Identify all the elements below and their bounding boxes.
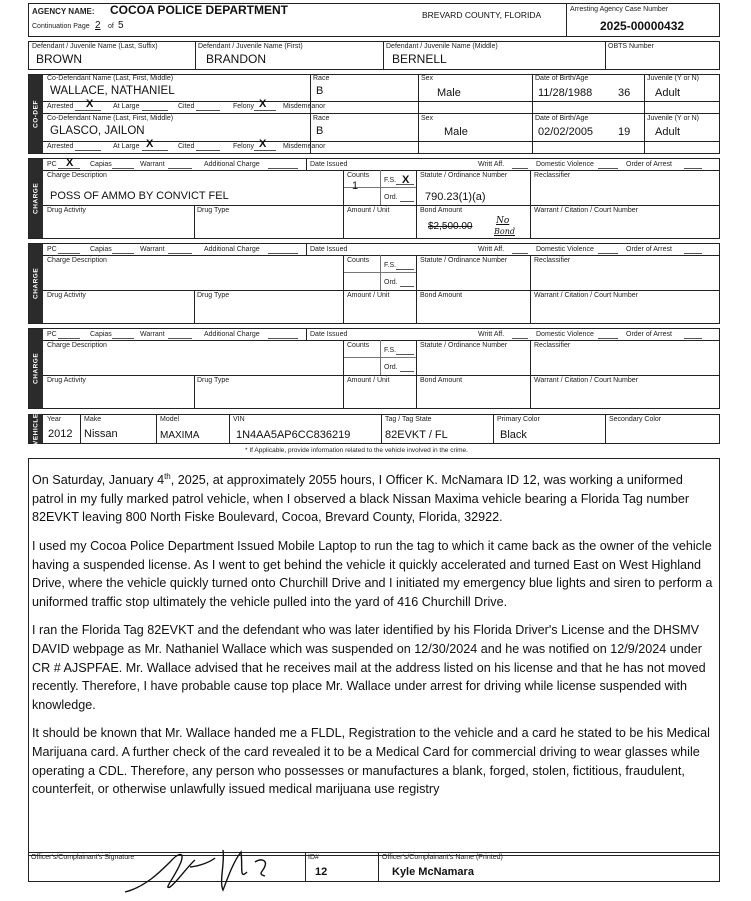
defendant-first: BRANDON bbox=[206, 52, 267, 66]
capias-label: Capias bbox=[90, 331, 112, 338]
pc-mark: X bbox=[66, 157, 74, 169]
page-total: 5 bbox=[118, 20, 124, 31]
capias-label: Capias bbox=[90, 246, 112, 253]
vehicle-make-label: Make bbox=[84, 416, 102, 423]
codef2-sex-label: Sex bbox=[421, 115, 434, 122]
additional-charge-label: Additional Charge bbox=[204, 331, 260, 338]
counts-label: Counts bbox=[347, 342, 370, 349]
order-of-arrest-label: Order of Arrest bbox=[626, 331, 672, 338]
charge-description-label: Charge Description bbox=[47, 257, 107, 264]
counts-label: Counts bbox=[347, 257, 370, 264]
charge-side-label: CHARGE bbox=[29, 329, 43, 408]
codef2-misd-label: Misdemeanor bbox=[283, 143, 326, 150]
bond-amount-label: Bond Amount bbox=[420, 377, 463, 384]
drug-activity-label: Drug Activity bbox=[47, 207, 86, 214]
codef1-at-large-label: At Large bbox=[113, 103, 140, 110]
defendant-middle-label: Defendant / Juvenile Name (Middle) bbox=[386, 43, 498, 50]
codef2-sex: Male bbox=[444, 126, 468, 138]
statute-label: Statute / Ordinance Number bbox=[420, 172, 508, 179]
signature-label: Officer's/Complainant's Signature bbox=[31, 854, 135, 861]
codef1-dob-label: Date of Birth/Age bbox=[535, 75, 589, 82]
vehicle-make: Nissan bbox=[84, 428, 118, 440]
charge-side-label: CHARGE bbox=[29, 159, 43, 238]
warrant-label: Warrant bbox=[140, 331, 165, 338]
case-number-label: Arresting Agency Case Number bbox=[570, 6, 669, 13]
warrant-citation-label: Warrant / Citation / Court Number bbox=[534, 292, 638, 299]
codef2-race-label: Race bbox=[313, 115, 330, 122]
writt-aff-label: Writt Aff. bbox=[478, 331, 505, 338]
narrative-paragraph-4: It should be known that Mr. Wallace handed me a FLDL, Registration to the vehicle and a card he stated to be his Medical Marijuana card. A further check of the card revealed it to be a Medical Card for commercial driving to wear glasses while operating a CDL. Therefore, any person who possesses or manufactures a blank, forged, stolen, fictitious, fraudulent, counterfeit, or otherwise unlawfully issued medical marijuana use registry bbox=[32, 726, 710, 797]
amount-unit-label: Amount / Unit bbox=[347, 292, 390, 299]
vehicle-model-label: Model bbox=[160, 416, 180, 423]
codef1-arrested-label: Arrested bbox=[47, 103, 74, 110]
statute-label: Statute / Ordinance Number bbox=[420, 342, 508, 349]
codef2-race: B bbox=[316, 125, 324, 137]
codef1-age: 36 bbox=[618, 87, 631, 99]
codef1-race-label: Race bbox=[313, 75, 330, 82]
vehicle-year: 2012 bbox=[48, 428, 73, 440]
bond-note-1: No bbox=[496, 216, 510, 226]
drug-activity-label: Drug Activity bbox=[47, 377, 86, 384]
codef2-dob: 02/02/2005 bbox=[538, 126, 594, 138]
statute-number: 790.23(1)(a) bbox=[425, 191, 486, 203]
ord-label: Ord. bbox=[384, 279, 398, 286]
additional-charge-label: Additional Charge bbox=[204, 246, 260, 253]
reclassifier-label: Reclassifier bbox=[534, 342, 571, 349]
codef2-name: GLASCO, JAILON bbox=[50, 125, 145, 137]
codef2-juvenile-label: Juvenile (Y or N) bbox=[647, 115, 700, 122]
writt-aff-label: Writt Aff. bbox=[478, 161, 505, 168]
agency-label: AGENCY NAME: bbox=[32, 7, 95, 16]
order-of-arrest-label: Order of Arrest bbox=[626, 246, 672, 253]
warrant-label: Warrant bbox=[140, 161, 165, 168]
date-issued-label: Date Issued bbox=[310, 246, 348, 253]
codef2-at-large-mark: X bbox=[146, 138, 154, 150]
fs-label: F.S. bbox=[384, 347, 397, 354]
page-number: 2 bbox=[95, 20, 101, 31]
drug-activity-label: Drug Activity bbox=[47, 292, 86, 299]
codef1-cited-label: Cited bbox=[178, 103, 195, 110]
vehicle-secondary-color-label: Secondary Color bbox=[609, 416, 662, 423]
charge-description: POSS OF AMMO BY CONVICT FEL bbox=[50, 190, 229, 202]
date-issued-label: Date Issued bbox=[310, 161, 348, 168]
codef2-cited-label: Cited bbox=[178, 143, 195, 150]
codef1-felony-mark: X bbox=[259, 98, 267, 110]
domestic-violence-label: Domestic Violence bbox=[536, 331, 594, 338]
vehicle-model: MAXIMA bbox=[160, 430, 200, 441]
bond-amount: $2,500.00 bbox=[428, 221, 473, 232]
ord-label: Ord. bbox=[384, 194, 398, 201]
defendant-middle: BERNELL bbox=[392, 52, 447, 66]
vehicle-note: * If Applicable, provide information related to the vehicle involved in the crime. bbox=[245, 447, 468, 454]
ord-label: Ord. bbox=[384, 364, 398, 371]
agency-name: COCOA POLICE DEPARTMENT bbox=[110, 3, 289, 17]
codef1-juvenile-label: Juvenile (Y or N) bbox=[647, 75, 700, 82]
fs-mark: X bbox=[402, 174, 410, 186]
amount-unit-label: Amount / Unit bbox=[347, 377, 390, 384]
drug-type-label: Drug Type bbox=[197, 292, 230, 299]
codef-side-label: CO-DEF bbox=[29, 75, 43, 153]
officer-name: Kyle McNamara bbox=[392, 866, 474, 878]
pc-label: PC bbox=[47, 161, 57, 168]
pc-label: PC bbox=[47, 246, 57, 253]
codef1-sex: Male bbox=[437, 87, 461, 99]
codef1-name-label: Co-Defendant Name (Last, First, Middle) bbox=[47, 75, 174, 82]
fs-label: F.S. bbox=[384, 262, 397, 269]
charge-description-label: Charge Description bbox=[47, 172, 107, 179]
codef1-juvenile: Adult bbox=[655, 87, 681, 99]
reclassifier-label: Reclassifier bbox=[534, 257, 571, 264]
bond-amount-label: Bond Amount bbox=[420, 207, 463, 214]
codef1-sex-label: Sex bbox=[421, 75, 434, 82]
bond-note-2: Bond bbox=[494, 227, 515, 236]
narrative-paragraph-2: I used my Cocoa Police Department Issued Mobile Laptop to run the tag to which it came back as the owner of the vehicle having a suspended license. As I went to get behind the vehicle it quickly accelerated and turned East on West Highland Drive, where the vehicle quickly turned onto Churchill Drive and I initiated my emergency blue lights and siren to perform a uniformed traffic stop ultimately the vehicle pulled into the yard of 416 Churchill Drive. bbox=[32, 538, 713, 609]
officer-signature bbox=[115, 832, 305, 900]
defendant-last-label: Defendant / Juvenile Name (Last, Suffix) bbox=[32, 43, 158, 50]
codef1-dob: 11/28/1988 bbox=[538, 87, 593, 99]
page-of-label: of bbox=[108, 23, 114, 30]
pc-label: PC bbox=[47, 331, 57, 338]
drug-type-label: Drug Type bbox=[197, 207, 230, 214]
obts-label: OBTS Number bbox=[608, 43, 654, 50]
vehicle-year-label: Year bbox=[47, 416, 62, 423]
vehicle-vin: 1N4AA5AP6CC836219 bbox=[236, 429, 351, 441]
narrative bbox=[32, 468, 716, 809]
vehicle-side-label: VEHICLE bbox=[29, 415, 43, 443]
fs-label: F.S. bbox=[384, 177, 397, 184]
codef1-race: B bbox=[316, 85, 324, 97]
vehicle-vin-label: VIN bbox=[233, 416, 245, 423]
writt-aff-label: Writt Aff. bbox=[478, 246, 505, 253]
amount-unit-label: Amount / Unit bbox=[347, 207, 390, 214]
codef2-at-large-label: At Large bbox=[113, 143, 140, 150]
warrant-citation-label: Warrant / Citation / Court Number bbox=[534, 207, 638, 214]
id-label: ID# bbox=[308, 854, 319, 861]
statute-label: Statute / Ordinance Number bbox=[420, 257, 508, 264]
vehicle-tag: 82EVKT / FL bbox=[385, 429, 448, 441]
vehicle-primary-color-label: Primary Color bbox=[497, 416, 540, 423]
county-name: BREVARD COUNTY, FLORIDA bbox=[422, 10, 542, 20]
codef2-name-label: Co-Defendant Name (Last, First, Middle) bbox=[47, 115, 174, 122]
narrative-paragraph-1: On Saturday, January 4th, 2025, at approximately 2055 hours, I Officer K. McNamara ID 12, was working a uniformed patrol in my fully marked patrol vehicle, when I observed a black Nissan Maxima vehicle bearing a Florida Tag number 82EVKT leaving 800 North Fiske Boulevard, Cocoa, Brevard County, Florida, 32922. bbox=[32, 472, 690, 525]
warrant-label: Warrant bbox=[140, 246, 165, 253]
case-number: 2025-00000432 bbox=[600, 19, 685, 33]
counts: 1 bbox=[352, 180, 359, 192]
capias-label: Capias bbox=[90, 161, 112, 168]
codef2-arrested-label: Arrested bbox=[47, 143, 74, 150]
charge-description-label: Charge Description bbox=[47, 342, 107, 349]
counts-label: Counts bbox=[347, 172, 370, 179]
codef2-felony-mark: X bbox=[259, 138, 267, 150]
bond-amount-label: Bond Amount bbox=[420, 292, 463, 299]
codef1-name: WALLACE, NATHANIEL bbox=[50, 85, 175, 97]
officer-id: 12 bbox=[315, 866, 328, 878]
codef1-felony-label: Felony bbox=[233, 103, 255, 110]
codef2-juvenile: Adult bbox=[655, 126, 681, 138]
charge-side-label: CHARGE bbox=[29, 244, 43, 323]
order-of-arrest-label: Order of Arrest bbox=[626, 161, 672, 168]
defendant-first-label: Defendant / Juvenile Name (First) bbox=[198, 43, 303, 50]
vehicle-tag-label: Tag / Tag State bbox=[385, 416, 432, 423]
codef1-misd-label: Misdemeanor bbox=[283, 103, 326, 110]
domestic-violence-label: Domestic Violence bbox=[536, 161, 594, 168]
date-issued-label: Date Issued bbox=[310, 331, 348, 338]
codef2-felony-label: Felony bbox=[233, 143, 255, 150]
warrant-citation-label: Warrant / Citation / Court Number bbox=[534, 377, 638, 384]
drug-type-label: Drug Type bbox=[197, 377, 230, 384]
vehicle-primary-color: Black bbox=[500, 429, 527, 441]
codef2-age: 19 bbox=[618, 126, 631, 138]
reclassifier-label: Reclassifier bbox=[534, 172, 571, 179]
domestic-violence-label: Domestic Violence bbox=[536, 246, 594, 253]
continuation-label: Continuation Page bbox=[32, 23, 90, 30]
codef2-dob-label: Date of Birth/Age bbox=[535, 115, 589, 122]
defendant-last: BROWN bbox=[36, 52, 82, 66]
codef1-arrested-mark: X bbox=[86, 98, 94, 110]
narrative-paragraph-3: I ran the Florida Tag 82EVKT and the defendant who was later identified by his Florida Driver's License and the DHSMV DAVID webpage as Mr. Nathaniel Wallace which was suspended on 12/30/2024 and he was notified on 12/9/2024 under CR # AJSPFAE. Mr. Wallace advised that he receives mail at the address listed on his license and that he has not moved recently. Therefore, I have probable cause top place Mr. Wallace under arrest for driving while license suspended with knowledge. bbox=[32, 623, 706, 712]
officer-name-label: Officer's/Complainant's Name (Printed) bbox=[382, 854, 503, 861]
additional-charge-label: Additional Charge bbox=[204, 161, 260, 168]
